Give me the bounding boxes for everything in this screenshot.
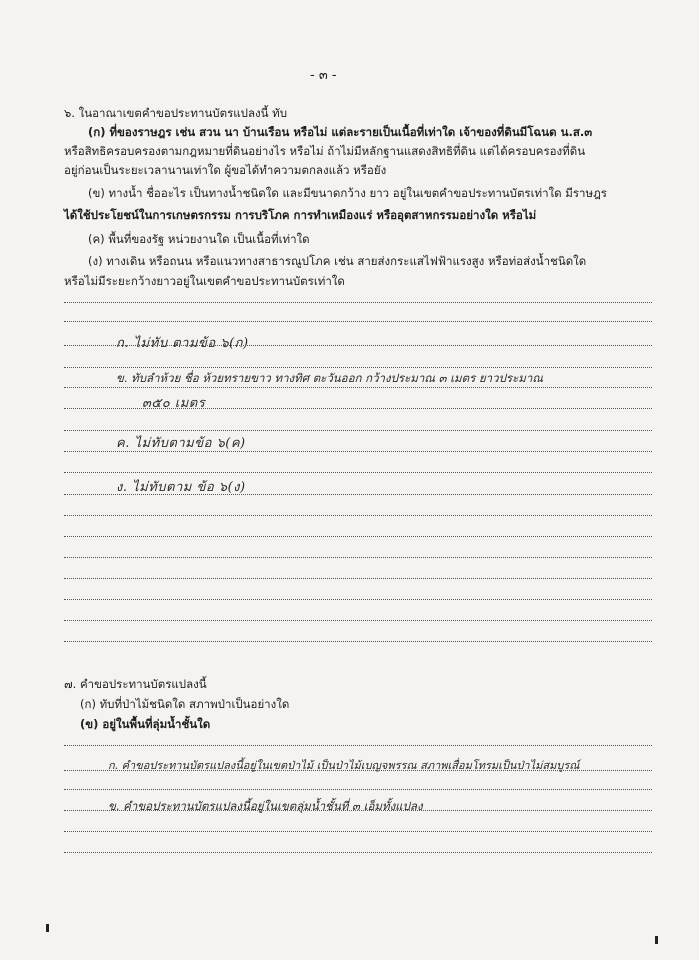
section7-a-line: (ก) ทับที่ป่าไม้ชนิดใด สภาพป่าเป็นอย่างใด <box>80 697 290 711</box>
answer-dotted-line <box>64 641 652 642</box>
answer-dotted-line <box>64 345 652 346</box>
answer-dotted-line <box>64 387 652 388</box>
answer-dotted-line <box>64 367 652 368</box>
section6-heading: ๖. ในอาณาเขตคำขอประทานบัตรแปลงนี้ ทับ <box>64 106 288 120</box>
answer-dotted-line <box>64 831 652 832</box>
answer-dotted-line <box>64 321 652 322</box>
answer-dotted-line <box>64 620 652 621</box>
section6-a-line2: หรือสิทธิครอบครองตามกฎหมายที่ดินอย่างไร หรือไม่ ถ้าไม่มีหลักฐานแสดงสิทธิที่ดิน แต่ได้ครอบครองที่ดิน <box>64 144 586 158</box>
handwritten-answer-7b: ข. คำขอประทานบัตรแปลงนี้อยู่ในเขตลุ่มน้ำชั้นที่ ๓ เอ็มทั้งแปลง <box>108 799 423 813</box>
answer-dotted-line <box>64 408 652 409</box>
section7-heading: ๗. คำขอประทานบัตรแปลงนี้ <box>64 677 207 691</box>
scan-mark <box>46 924 49 932</box>
handwritten-answer-6c: ค. ไม่ทับตามข้อ ๖(ค) <box>116 436 246 451</box>
answer-dotted-line <box>64 599 652 600</box>
answer-dotted-line <box>64 515 652 516</box>
answer-dotted-line <box>64 557 652 558</box>
section6-d-line2: หรือไม่มีระยะกว้างยาวอยู่ในเขตคำขอประทานบัตรเท่าใด <box>64 274 345 288</box>
answer-dotted-line <box>64 810 652 811</box>
answer-dotted-line <box>64 494 652 495</box>
handwritten-answer-6b-line2: ๓๕๐ เมตร <box>142 396 206 411</box>
answer-dotted-line <box>64 745 652 746</box>
section7-b-line: (ข) อยู่ในพื้นที่ลุ่มน้ำชั้นใด <box>80 717 211 731</box>
answer-dotted-line <box>64 451 652 452</box>
scan-mark <box>655 936 658 944</box>
page-number: - ๓ - <box>310 68 337 83</box>
answer-dotted-line <box>64 578 652 579</box>
section6-b-line1: (ข) ทางน้ำ ชื่ออะไร เป็นทางน้ำชนิดใด และมีขนาดกว้าง ยาว อยู่ในเขตคำขอประทานบัตรเท่าใด มีราษฎร <box>88 186 607 200</box>
answer-dotted-line <box>64 536 652 537</box>
handwritten-answer-6a: ก. ไม่ทับ ตามข้อ ๖(ก) <box>116 336 249 351</box>
answer-dotted-line <box>64 430 652 431</box>
answer-dotted-line <box>64 770 652 771</box>
handwritten-answer-6b-line1: ข. ทับลำห้วย ชื่อ ห้วยทรายขาว ทางทิศ ตะวันออก กว้างประมาณ ๓ เมตร ยาวประมาณ <box>116 371 543 385</box>
section6-a-line1: (ก) ที่ของราษฎร เช่น สวน นา บ้านเรือน หรือไม่ แต่ละรายเป็นเนื้อที่เท่าใด เจ้าของที่ดินมีโฉนด น.ส.๓ <box>88 125 593 139</box>
section6-d-line1: (ง) ทางเดิน หรือถนน หรือแนวทางสาธารณูปโภค เช่น สายส่งกระแสไฟฟ้าแรงสูง หรือท่อส่งน้ำชนิดใด <box>88 254 587 268</box>
section6-b-line2: ได้ใช้ประโยชน์ในการเกษตรกรรม การบริโภค การทำเหมืองแร่ หรืออุตสาหกรรมอย่างใด หรือไม่ <box>64 208 537 222</box>
answer-dotted-line <box>64 852 652 853</box>
answer-dotted-line <box>64 789 652 790</box>
handwritten-answer-6d: ง. ไม่ทับตาม ข้อ ๖(ง) <box>116 480 246 495</box>
handwritten-answer-7a: ก. คำขอประทานบัตรแปลงนี้อยู่ในเขตป่าไม้ เป็นป่าไม้เบญจพรรณ สภาพเสื่อมโทรมเป็นป่าไม่สมบูรณ์ <box>108 759 580 772</box>
answer-dotted-line <box>64 302 652 303</box>
section6-a-line3: อยู่ก่อนเป็นระยะเวลานานเท่าใด ผู้ขอได้ทำความตกลงแล้ว หรือยัง <box>64 163 387 177</box>
answer-dotted-line <box>64 472 652 473</box>
section6-c-line: (ค) พื้นที่ของรัฐ หน่วยงานใด เป็นเนื้อที่เท่าใด <box>88 232 310 246</box>
